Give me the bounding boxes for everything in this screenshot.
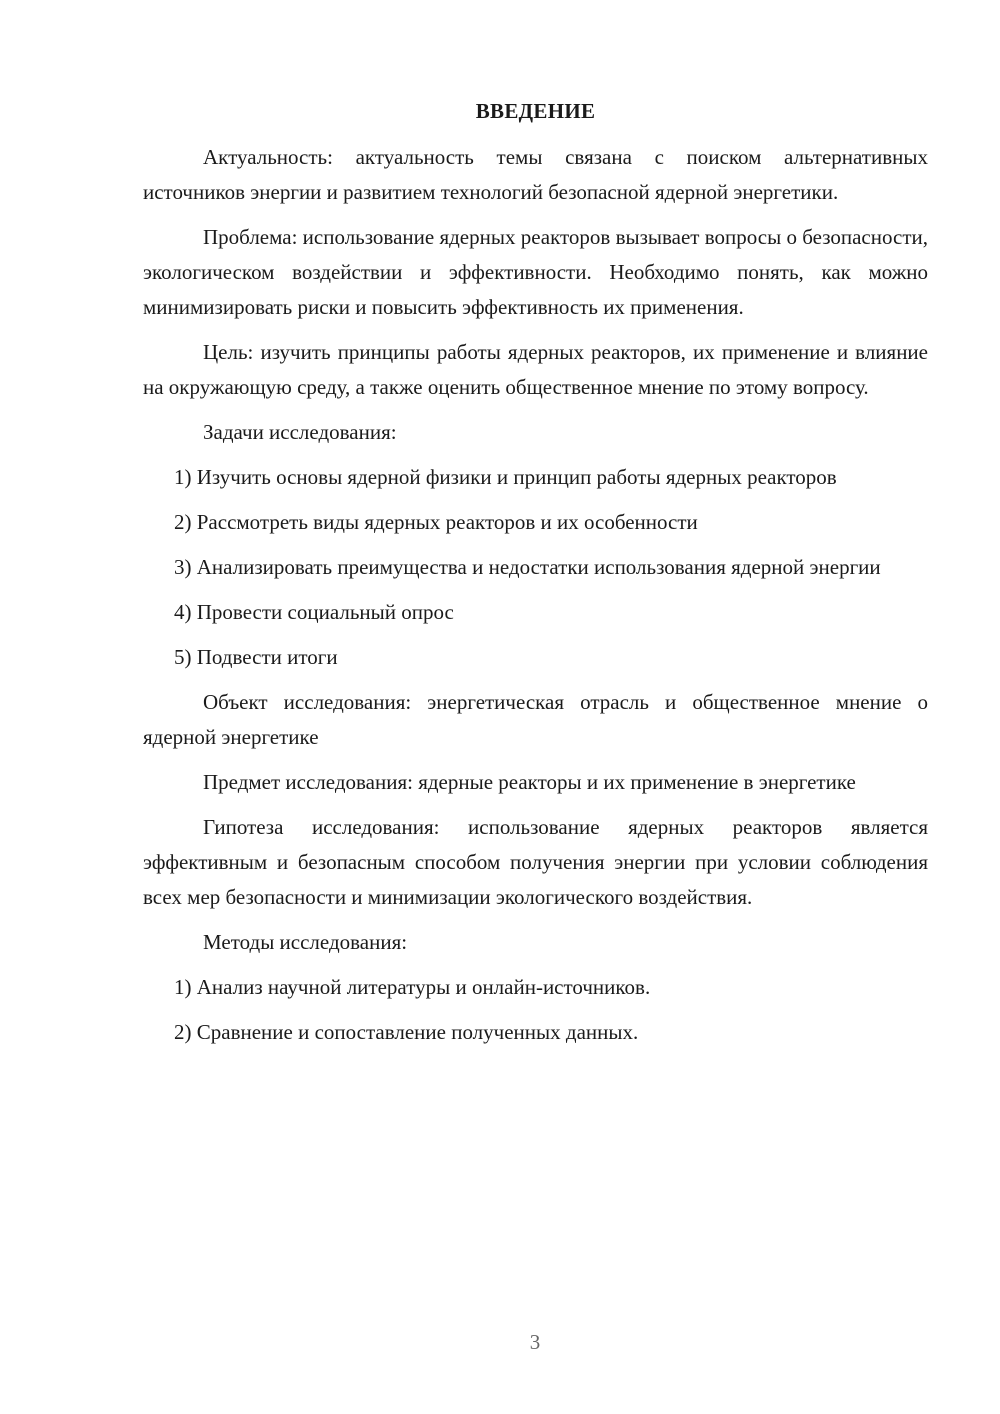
task-item-4: 4) Провести социальный опрос bbox=[174, 600, 454, 624]
document-title: ВВЕДЕНИЕ bbox=[475, 99, 596, 123]
document-page bbox=[143, 96, 928, 1060]
paragraph-tasks-heading: Задачи исследования: bbox=[203, 420, 397, 444]
paragraph-object: Объект исследования: энергетическая отрасль и общественное мнение о ядерной энергетике bbox=[143, 690, 928, 749]
task-item-3: 3) Анализировать преимущества и недостатки использования ядерной энергии bbox=[174, 555, 881, 579]
paragraph-hypothesis: Гипотеза исследования: использование ядерных реакторов является эффективным и безопасным способом получения энергии при условии соблюдения всех мер безопасности и минимизации экологического воздействия. bbox=[143, 815, 928, 909]
paragraph-methods-heading: Методы исследования: bbox=[203, 930, 408, 954]
task-item-1: 1) Изучить основы ядерной физики и принцип работы ядерных реакторов bbox=[174, 465, 837, 489]
task-item-5: 5) Подвести итоги bbox=[174, 645, 338, 669]
paragraph-subject: Предмет исследования: ядерные реакторы и их применение в энергетике bbox=[203, 770, 856, 794]
task-item-2: 2) Рассмотреть виды ядерных реакторов и их особенности bbox=[174, 510, 698, 534]
method-item-2: 2) Сравнение и сопоставление полученных данных. bbox=[174, 1020, 639, 1044]
paragraph-problem: Проблема: использование ядерных реакторов вызывает вопросы о безопасности, экологическом воздействии и эффективности. Необходимо понять, как можно минимизировать риски и повысить эффективность их применения. bbox=[143, 225, 928, 319]
page-number: 3 bbox=[529, 1330, 541, 1354]
paragraph-relevance: Актуальность: актуальность темы связана с поиском альтернативных источников энергии и развитием технологий безопасной ядерной энергетики. bbox=[143, 145, 928, 204]
paragraph-goal: Цель: изучить принципы работы ядерных реакторов, их применение и влияние на окружающую среду, а также оценить общественное мнение по этому вопросу. bbox=[143, 340, 928, 399]
method-item-1: 1) Анализ научной литературы и онлайн-источников. bbox=[174, 975, 651, 999]
